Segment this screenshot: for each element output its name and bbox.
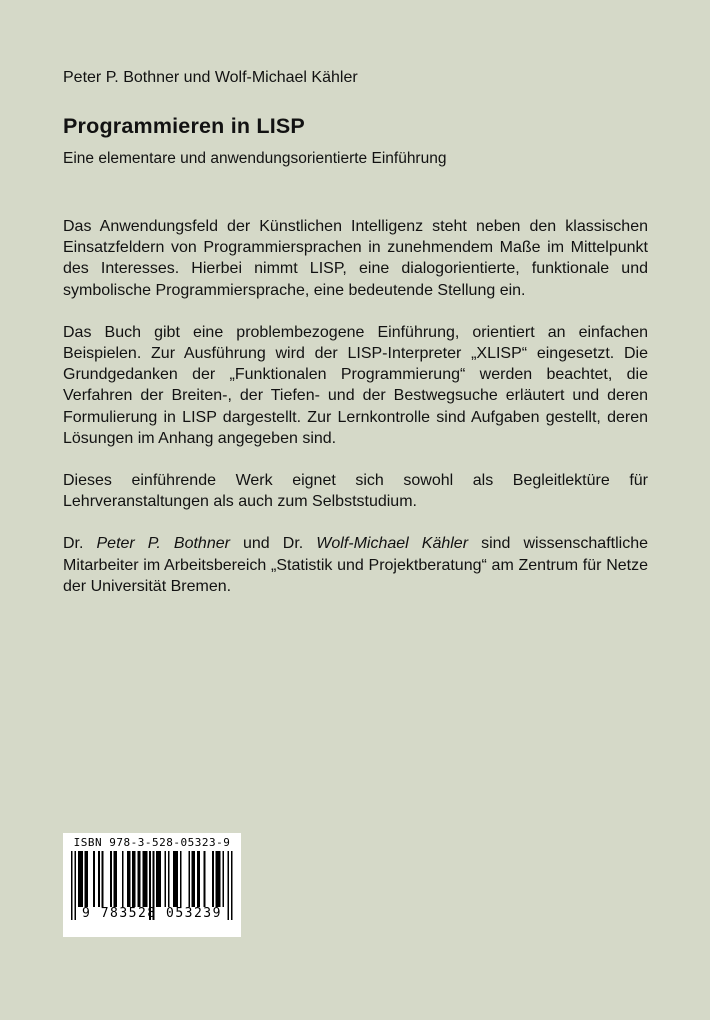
- paragraph-intro: Das Anwendungsfeld der Künstlichen Intelligenz steht neben den klassischen Einsatzfeldern von Programmiersprachen in zunehmendem Maße im Mittelpunkt des Interesses. Hierbei nimmt LISP, eine dialogorientierte, funktionale und symbolische Programmiersprache, eine bedeutende Stellung ein.: [63, 218, 648, 299]
- bio-connector: und Dr.: [229, 535, 317, 553]
- isbn-label: ISBN 978-3-528-05323-9: [73, 836, 231, 849]
- cover-text-block: [63, 0, 648, 618]
- bio-prefix: Dr.: [63, 535, 97, 553]
- bio-rest: sind wissenschaftliche Mitarbeiter im Arbeitsbereich „Statistik und Projektberatung“ am Zentrum für Netze der Universität Bremen.: [63, 535, 648, 595]
- paragraph-audience: Dieses einführende Werk eignet sich sowohl als Begleitlektüre für Lehrveranstaltungen als auch zum Selbststudium.: [63, 472, 648, 511]
- barcode-digits: 9 783528 053239: [82, 906, 222, 921]
- authors-line: Peter P. Bothner und Wolf-Michael Kähler: [63, 69, 358, 86]
- book-title: Programmieren in LISP: [63, 114, 305, 138]
- paragraph-book-description: Das Buch gibt eine problembezogene Einführung, orientiert an einfachen Beispielen. Zur Ausführung wird der LISP-Interpreter „XLISP“ eingesetzt. Die Grundgedanken der „Funktionalen Programmierung“ werden beachtet, die Verfahren der Breiten-, der Tiefen- und der Bestwegsuche erläutert und deren Formulierung in LISP dargestellt. Zur Lernkontrolle sind Aufgaben gestellt, deren Lösungen im Anhang angegeben sind.: [63, 323, 648, 447]
- bio-author1: Peter P. Bothner: [96, 535, 230, 553]
- paragraph-author-bio: [63, 533, 648, 597]
- book-subtitle: Eine elementare und anwendungsorientierte Einführung: [63, 150, 447, 167]
- barcode-box: [63, 833, 241, 937]
- bio-author2: Wolf-Michael Kähler: [316, 535, 469, 553]
